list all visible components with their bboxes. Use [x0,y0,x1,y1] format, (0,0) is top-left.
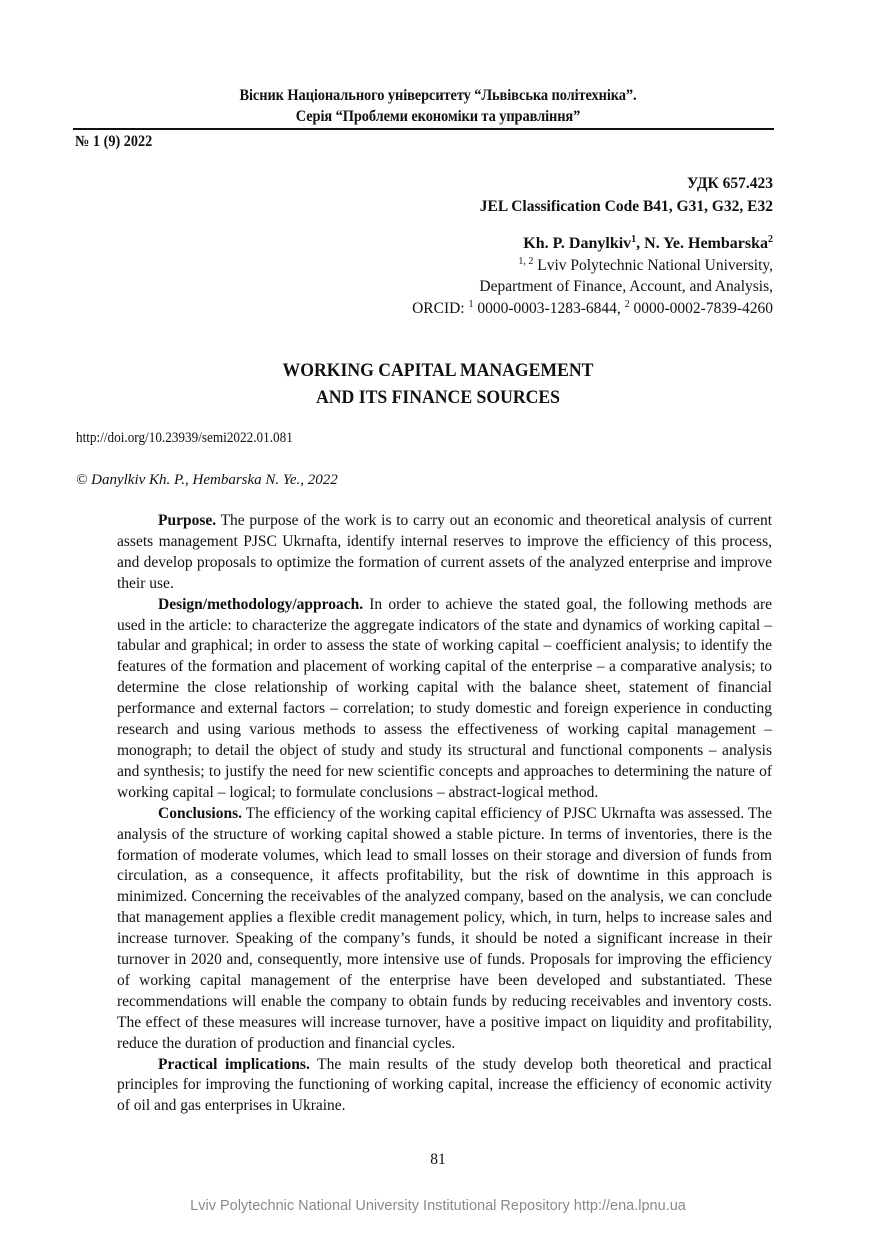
paper-title-line2: AND ITS FINANCE SOURCES [315,387,560,408]
abstract-design [117,595,772,804]
issue-number: № 1 (9) 2022 [75,133,153,150]
author-2-superscript: 2 [768,234,773,245]
journal-title-line1: Вісник Національного університету “Львівська політехніка”. [239,87,637,104]
affiliation-line [412,255,773,277]
affiliation-department: Department of Finance, Account, and Analysis, [479,278,773,295]
repository-footer: Lviv Polytechnic National University Institutional Repository http://ena.lpnu.ua [190,1198,686,1214]
copyright-notice: © Danylkiv Kh. P., Hembarska N. Ye., 2022 [76,472,338,488]
doi-link[interactable]: http://doi.org/10.23939/semi2022.01.081 [76,430,293,446]
practical-text: The main results of the study develop both theoretical and practical principles for improving the functioning of working capital, increase the efficiency of economic activity of oil and gas enterprises in Ukraine. [117,1055,772,1115]
author-1-superscript: 1 [631,234,637,245]
design-text: In order to achieve the stated goal, the following methods are used in the article: to characterize the aggregate indicators of the state and dynamics of working capital – tabular and graphical; in order to assess the state of working capital – coefficient analysis; to identify the features of the formation and placement of working capital of the enterprise – a comparative analysis; to determine the close relationship of working capital with the balance sheet, statement of financial performance and external factors – correlation; to study domestic and foreign experience in conducting research and using various methods to assess the effectiveness of working capital management – monograph; to detail the object of study and study its structural and functional components – analysis and synthesis; to justify the need for new scientific concepts and approaches to determining the nature of working capital – logical; to formulate conclusions – abstract-logical method. [117,595,772,801]
design-label: Design/methodology/approach. [158,595,364,613]
udk-code: УДК 657.423 [687,175,773,192]
orcid-1-superscript: 1 [468,298,474,310]
orcid-1-id[interactable]: 0000-0003-1283-6844, [473,299,625,317]
header-divider [73,128,774,130]
abstract-practical [117,1055,772,1118]
jel-code: JEL Classification Code B41, G31, G32, E32 [479,198,773,215]
paper-title-line1: WORKING CAPITAL MANAGEMENT [282,360,594,381]
conclusions-label: Conclusions. [158,804,242,822]
journal-series-line2: Серія “Проблеми економіки та управління” [295,108,581,125]
author-1-name: Kh. P. Danylkiv [523,235,632,252]
classification-block [480,172,773,218]
practical-label: Practical implications. [158,1055,310,1073]
abstract-conclusions [117,804,772,1055]
page-number: 81 [430,1151,446,1168]
orcid-line [412,298,773,320]
affiliation-superscript: 1, 2 [518,255,534,267]
authors-block [412,233,773,319]
orcid-2-id[interactable]: 0000-0002-7839-4260 [629,299,773,317]
affiliation-university: Lviv Polytechnic National University, [533,256,773,274]
conclusions-text: The efficiency of the working capital efficiency of PJSC Ukrnafta was assessed. The analysis of the structure of working capital showed a stable picture. In terms of inventories, there is the formation of moderate volumes, which lead to small losses on their storage and diversion of funds from circulation, as a consequence, it affects profitability, but the risk of downtime in this approach is minimized. Concerning the receivables of the analyzed company, based on the analysis, we can conclude that management applies a flexible credit management policy, which, in turn, helps to increase sales and increase turnover. Speaking of the company’s funds, it should be noted a significant increase in their turnover in 2020 and, consequently, more intensive use of funds. Proposals for improving the efficiency of working capital management of the enterprise have been developed and substantiated. These recommendations will enable the company to obtain funds by reducing receivables and inventory costs. The effect of these measures will increase turnover, have a positive impact on liquidity and profitability, reduce the duration of production and financial cycles. [117,804,772,1052]
author-2-name: N. Ye. Hembarska [644,235,768,252]
paper-title [31,357,846,411]
author-separator: , [636,235,645,252]
orcid-label: ORCID: [412,299,469,317]
abstract [117,511,772,1117]
author-names [412,233,773,255]
abstract-purpose [117,511,772,595]
purpose-text: The purpose of the work is to carry out an economic and theoretical analysis of current assets management PJSC Ukrnafta, identify internal reserves to improve the efficiency of this process, and develop proposals to optimize the formation of current assets of the analyzed enterprise and improve their use. [117,512,772,592]
purpose-label: Purpose. [158,512,217,529]
orcid-2-superscript: 2 [624,298,630,310]
journal-header [31,85,846,127]
